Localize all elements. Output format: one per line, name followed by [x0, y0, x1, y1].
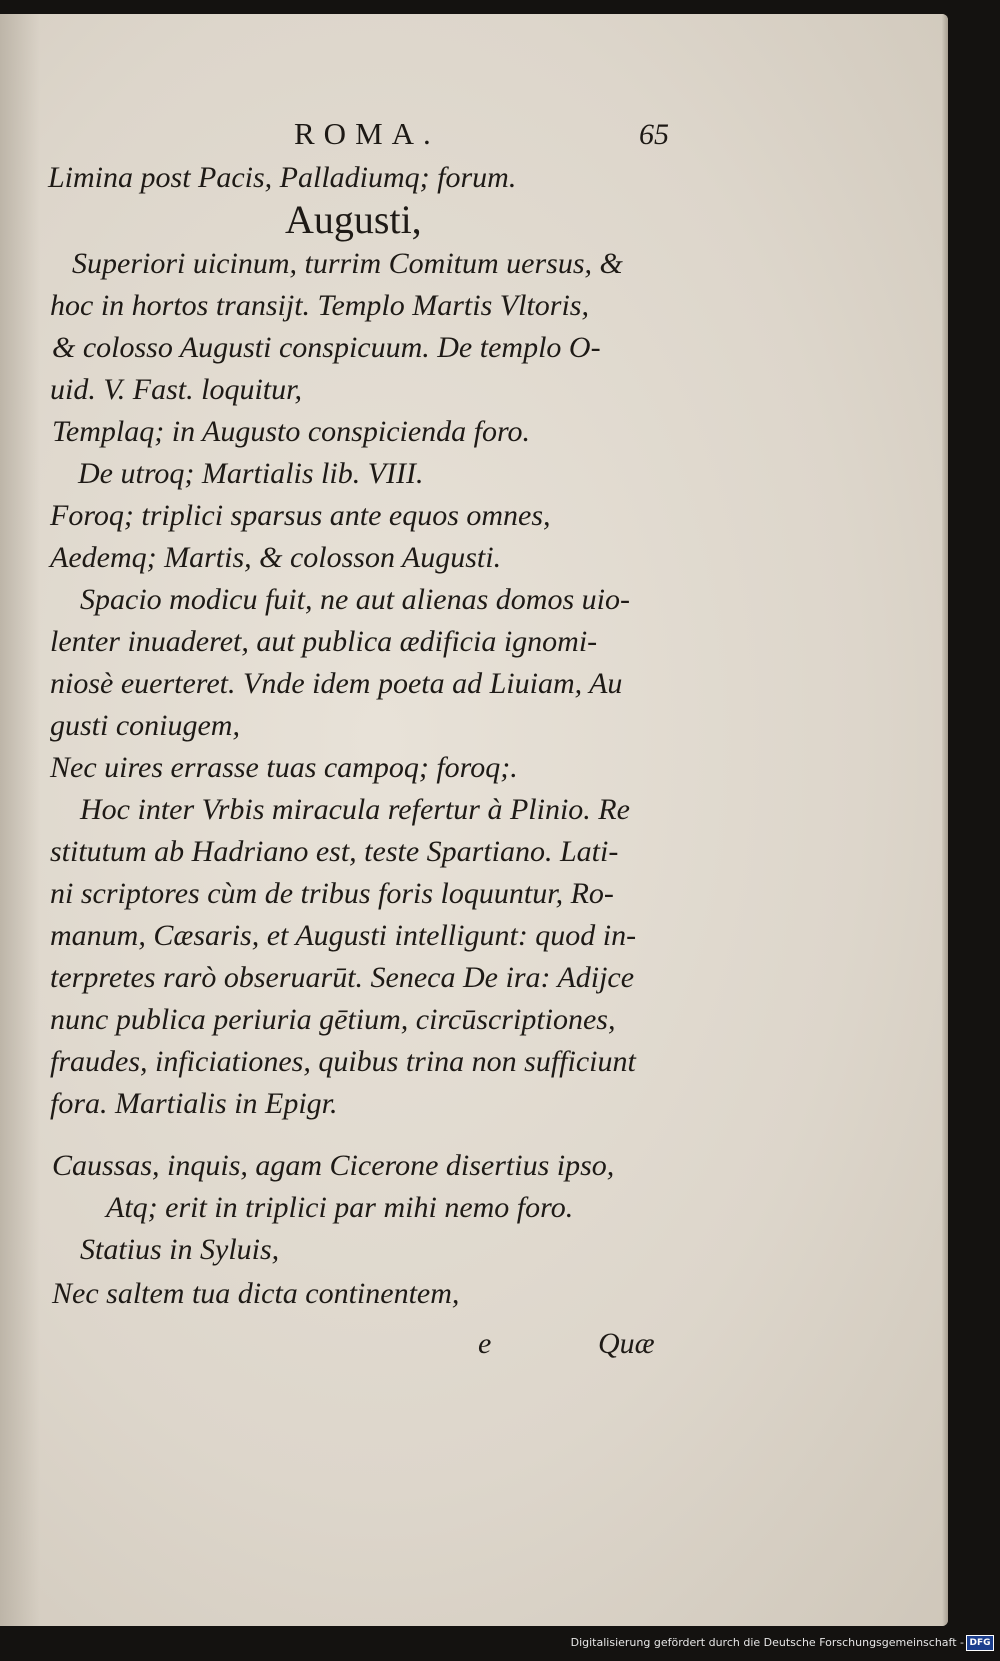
text-line: terpretes rarò obseruarūt. Seneca De ira: Adijce [50, 961, 635, 994]
text-line: Caussas, inquis, agam Cicerone disertius ipso, [52, 1149, 615, 1182]
text-line: uid. V. Fast. loquitur, [50, 373, 302, 406]
body-text [0, 14, 948, 1626]
text-line: nunc publica periuria gētium, circūscriptiones, [50, 1003, 616, 1036]
text-line: & colosso Augusti conspicuum. De templo O- [52, 331, 601, 364]
text-line: hoc in hortos transijt. Templo Martis Vltoris, [50, 289, 589, 322]
text-line: gusti coniugem, [50, 709, 240, 742]
text-line: stitutum ab Hadriano est, teste Spartiano. Lati- [50, 835, 619, 868]
text-line: fora. Martialis in Epigr. [50, 1087, 338, 1120]
text-line: lenter inuaderet, aut publica ædificia ignomi- [50, 625, 598, 658]
text-line: Hoc inter Vrbis miracula refertur à Plinio. Re [80, 793, 630, 826]
page-number: 65 [639, 118, 669, 151]
text-line: fraudes, inficiationes, quibus trina non sufficiunt [50, 1045, 636, 1078]
text-line: Nec saltem tua dicta continentem, [52, 1277, 460, 1310]
text-line: Limina post Pacis, Palladiumq; forum. [48, 161, 517, 194]
text-line: Nec uires errasse tuas campoq; foroq;. [50, 751, 518, 784]
text-line: Foroq; triplici sparsus ante equos omnes, [50, 499, 551, 532]
text-line: niosè euerteret. Vnde idem poeta ad Liuiam, Au [50, 667, 623, 700]
text-line: Atq; erit in triplici par mihi nemo foro. [106, 1191, 574, 1224]
signature-mark: e [478, 1327, 492, 1360]
text-line: De utroq; Martialis lib. VIII. [78, 457, 424, 490]
viewer-footer [0, 1626, 1000, 1661]
dfg-logo: DFG [966, 1635, 994, 1651]
text-line: Aedemq; Martis, & colosson Augusti. [50, 541, 502, 574]
text-line: Spacio modicu fuit, ne aut alienas domos uio- [80, 583, 630, 616]
funding-credit: Digitalisierung gefördert durch die Deutsche Forschungsgemeinschaft - [570, 1636, 964, 1649]
catchword: Quæ [598, 1327, 655, 1360]
section-heading: Augusti, [285, 197, 422, 242]
book-page [0, 14, 948, 1626]
text-line: Statius in Syluis, [80, 1233, 280, 1266]
text-line: Templaq; in Augusto conspicienda foro. [52, 415, 531, 448]
text-line: ni scriptores cùm de tribus foris loquuntur, Ro- [50, 877, 614, 910]
text-line: manum, Cæsaris, et Augusti intelligunt: quod in- [50, 919, 637, 952]
text-line: Superiori uicinum, turrim Comitum uersus, & [72, 247, 623, 280]
running-head: ROMA. [294, 116, 440, 151]
